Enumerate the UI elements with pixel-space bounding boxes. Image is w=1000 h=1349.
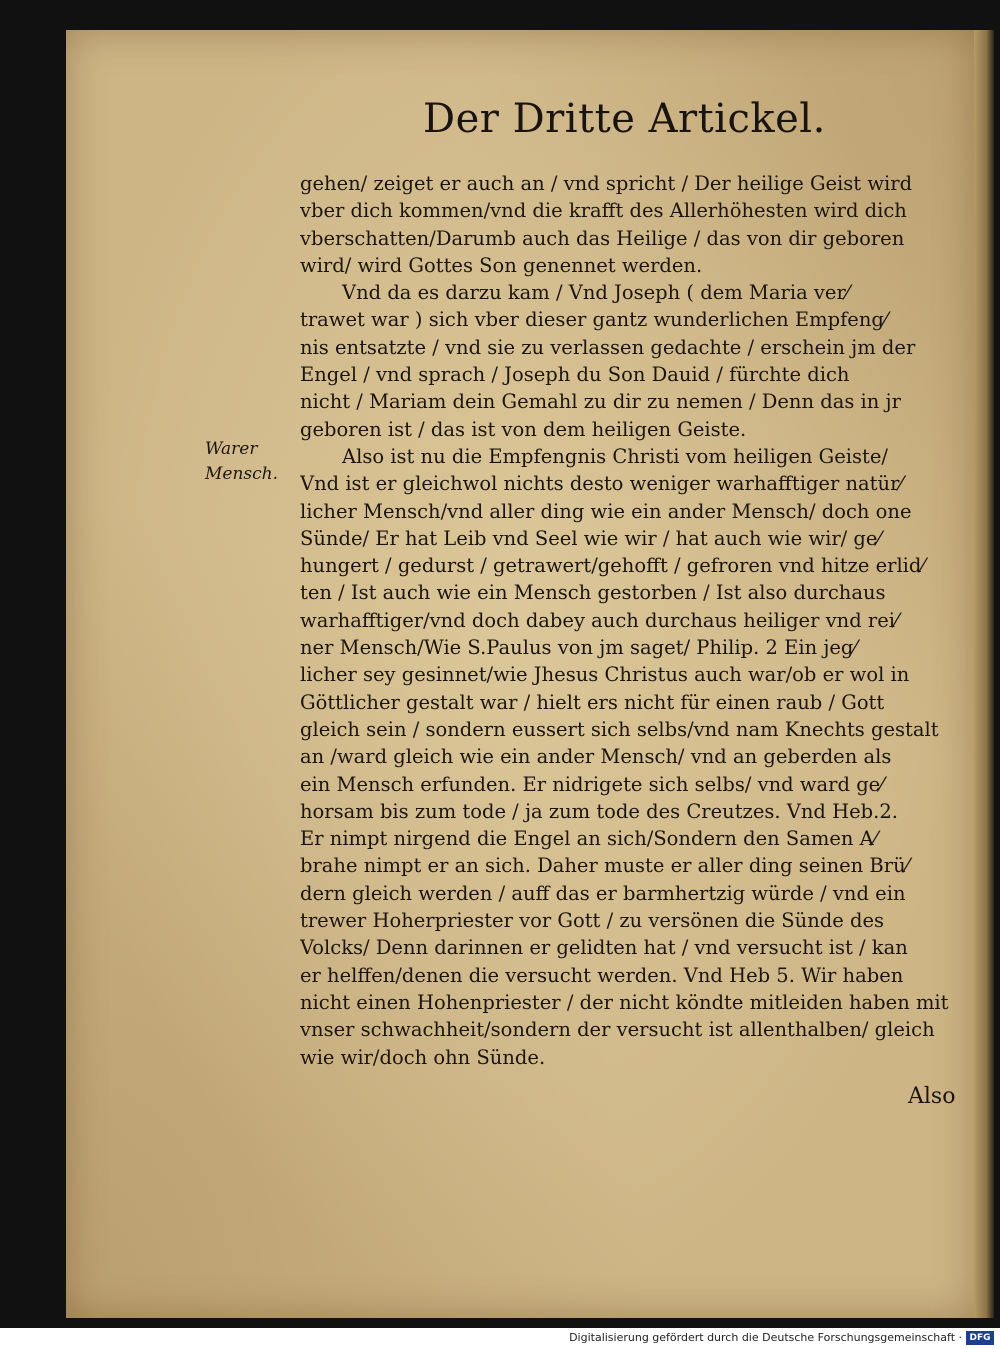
text-line: nicht / Mariam dein Gemahl zu dir zu nemen / Denn das in jr: [300, 390, 901, 414]
text-line: trewer Hoherpriester vor Gott / zu versönen die Sünde des: [300, 909, 885, 933]
text-line: Göttlicher gestalt war / hielt ers nicht für einen raub / Gott: [300, 690, 885, 714]
footer-bar: [0, 1328, 1000, 1349]
text-line: gehen/ zeiget er auch an / vnd spricht / Der heilige Geist wird: [300, 172, 913, 195]
text-line: hungert / gedurst / getrawert/gehofft / gefroren vnd hitze erlid⁄: [300, 554, 925, 578]
text-line: Vnd ist er gleichwol nichts desto weniger warhafftiger natür⁄: [300, 472, 903, 496]
text-line: brahe nimpt er an sich. Daher muste er aller ding seinen Brü⁄: [300, 854, 909, 878]
text-line: Also ist nu die Empfengnis Christi vom heiligen Geiste/: [342, 444, 888, 468]
running-head: Der Dritte Artickel.: [423, 96, 826, 142]
dfg-logo: DFG: [966, 1331, 994, 1345]
text-line: nis entsatzte / vnd sie zu verlassen gedachte / erschein jm der: [300, 335, 916, 359]
page-edge: [974, 30, 994, 1318]
text-line: wird/ wird Gottes Son genennet werden.: [300, 253, 703, 277]
text-line: dern gleich werden / auff das er barmhertzig würde / vnd ein: [300, 881, 906, 905]
margin-note-line: Warer: [205, 439, 258, 459]
text-line: an /ward gleich wie ein ander Mensch/ vnd an geberden als: [300, 745, 892, 769]
text-line: licher Mensch/vnd aller ding wie ein ander Mensch/ doch one: [300, 499, 912, 523]
text-line: geboren ist / das ist von dem heiligen Geiste.: [300, 417, 747, 441]
body-text: [300, 170, 962, 1071]
text-line: gleich sein / sondern eussert sich selbs/vnd nam Knechts gestalt: [300, 717, 939, 741]
footer-credit: Digitalisierung gefördert durch die Deutsche Forschungsgemeinschaft ·: [569, 1331, 962, 1344]
margin-note-line: Mensch.: [205, 464, 279, 484]
text-line: ein Mensch erfunden. Er nidrigete sich selbs/ vnd ward ge⁄: [300, 772, 884, 796]
text-line: ten / Ist auch wie ein Mensch gestorben / Ist also durchaus: [300, 581, 886, 605]
text-line: ner Mensch/Wie S.Paulus von jm saget/ Philip. 2 Ein jeg⁄: [300, 636, 857, 660]
text-line: Volcks/ Denn darinnen er gelidten hat / vnd versucht ist / kan: [300, 936, 908, 960]
text-line: er helffen/denen die versucht werden. Vnd Heb 5. Wir haben: [300, 963, 904, 987]
text-line: Sünde/ Er hat Leib vnd Seel wie wir / hat auch wie wir/ ge⁄: [300, 526, 881, 550]
text-line: horsam bis zum tode / ja zum tode des Creutzes. Vnd Heb.2.: [300, 799, 898, 823]
text-line: Engel / vnd sprach / Joseph du Son Dauid / fürchte dich: [300, 363, 850, 387]
text-line: warhafftiger/vnd doch dabey auch durchaus heiliger vnd rei⁄: [300, 608, 899, 632]
text-line: vber dich kommen/vnd die krafft des Allerhöhesten wird dich: [300, 199, 907, 223]
margin-note: [205, 437, 295, 487]
text-line: licher sey gesinnet/wie Jhesus Christus auch war/ob er wol in: [300, 663, 910, 687]
text-line: trawet war ) sich vber dieser gantz wunderlichen Empfeng⁄: [300, 308, 888, 332]
text-line: wie wir/doch ohn Sünde.: [300, 1045, 546, 1069]
text-line: vnser schwachheit/sondern der versucht ist allenthalben/ gleich: [300, 1018, 935, 1042]
text-line: vberschatten/Darumb auch das Heilige / das von dir geboren: [300, 226, 905, 250]
text-line: Er nimpt nirgend die Engel an sich/Sondern den Samen A⁄: [300, 827, 877, 851]
text-line: nicht einen Hohenpriester / der nicht köndte mitleiden haben mit: [300, 990, 949, 1014]
catchword: Also: [908, 1084, 956, 1109]
text-line: Vnd da es darzu kam / Vnd Joseph ( dem Maria ver⁄: [342, 281, 850, 305]
